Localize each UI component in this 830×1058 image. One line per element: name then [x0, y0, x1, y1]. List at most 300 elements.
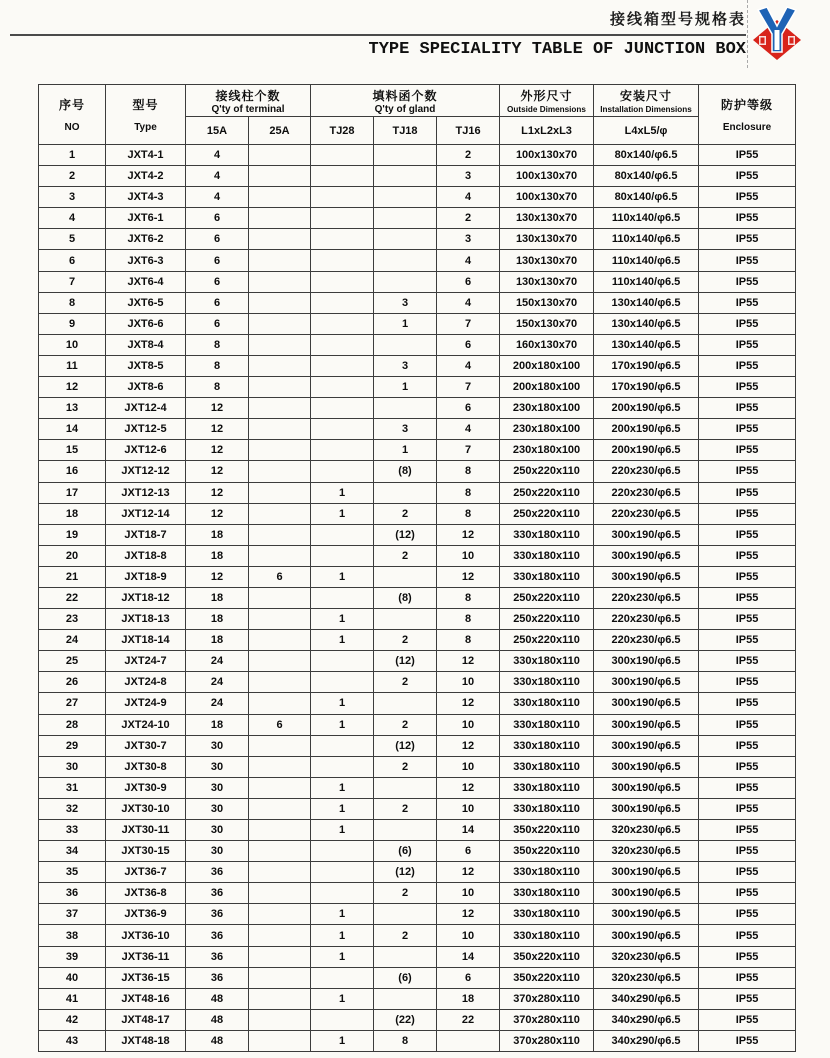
cell-install-dim: 300x190/φ6.5: [594, 545, 699, 566]
cell-outside-dim: 200x180x100: [500, 355, 594, 376]
company-logo-icon: [751, 6, 803, 64]
cell-15a: 36: [186, 904, 249, 925]
cell-tj16: 12: [437, 777, 500, 798]
cell-enclosure: IP55: [699, 1009, 796, 1030]
col-header-type-en: Type: [134, 122, 157, 133]
cell-enclosure: IP55: [699, 904, 796, 925]
table-row: [39, 820, 796, 841]
cell-tj16: 7: [437, 377, 500, 398]
install-en: Installation Dimensions: [600, 104, 692, 114]
cell-tj18: (22): [374, 1009, 437, 1030]
table-row: [39, 988, 796, 1009]
cell-tj18: [374, 166, 437, 187]
cell-enclosure: IP55: [699, 841, 796, 862]
cell-install-dim: 220x230/φ6.5: [594, 630, 699, 651]
cell-tj18: 2: [374, 756, 437, 777]
header: [10, 8, 746, 59]
table-row: [39, 334, 796, 355]
cell-type: JXT12-5: [106, 419, 186, 440]
cell-install-dim: 300x190/φ6.5: [594, 883, 699, 904]
cell-tj28: [311, 145, 374, 166]
cell-25a: [249, 798, 311, 819]
cell-tj28: 1: [311, 609, 374, 630]
cell-15a: 12: [186, 398, 249, 419]
cell-no: 23: [39, 609, 106, 630]
table-row: [39, 566, 796, 587]
cell-no: 17: [39, 482, 106, 503]
cell-tj18: [374, 398, 437, 419]
col-header-tj16: TJ16: [437, 117, 500, 145]
cell-outside-dim: 250x220x110: [500, 609, 594, 630]
cell-25a: [249, 756, 311, 777]
cell-no: 3: [39, 187, 106, 208]
cell-tj18: [374, 334, 437, 355]
cell-tj16: 12: [437, 524, 500, 545]
cell-15a: 36: [186, 967, 249, 988]
outside-cn: 外形尺寸: [520, 89, 573, 103]
cell-enclosure: IP55: [699, 271, 796, 292]
table-row: [39, 313, 796, 334]
table-row: [39, 208, 796, 229]
table-row: [39, 482, 796, 503]
cell-15a: 6: [186, 229, 249, 250]
cell-tj28: [311, 651, 374, 672]
cell-no: 32: [39, 798, 106, 819]
cell-tj28: [311, 271, 374, 292]
cell-tj18: [374, 777, 437, 798]
table-row: [39, 756, 796, 777]
cell-15a: 12: [186, 419, 249, 440]
cell-outside-dim: 330x180x110: [500, 904, 594, 925]
table-row: [39, 1009, 796, 1030]
cell-outside-dim: 330x180x110: [500, 735, 594, 756]
table-row: [39, 229, 796, 250]
cell-tj16: 8: [437, 587, 500, 608]
cell-tj18: [374, 271, 437, 292]
table-row: [39, 714, 796, 735]
cell-outside-dim: 130x130x70: [500, 271, 594, 292]
header-divider: [10, 34, 746, 36]
cell-enclosure: IP55: [699, 355, 796, 376]
cell-15a: 4: [186, 145, 249, 166]
cell-tj18: [374, 988, 437, 1009]
cell-install-dim: 320x230/φ6.5: [594, 841, 699, 862]
cell-outside-dim: 330x180x110: [500, 651, 594, 672]
cell-outside-dim: 330x180x110: [500, 883, 594, 904]
cell-15a: 36: [186, 862, 249, 883]
cell-tj18: (8): [374, 587, 437, 608]
cell-tj18: (6): [374, 967, 437, 988]
cell-25a: [249, 841, 311, 862]
terminal-group-cn: 接线柱个数: [215, 88, 281, 103]
cell-tj28: 1: [311, 925, 374, 946]
cell-enclosure: IP55: [699, 1030, 796, 1051]
cell-15a: 48: [186, 1030, 249, 1051]
cell-no: 15: [39, 440, 106, 461]
cell-15a: 30: [186, 841, 249, 862]
cell-install-dim: 110x140/φ6.5: [594, 271, 699, 292]
cell-tj28: [311, 756, 374, 777]
cell-no: 2: [39, 166, 106, 187]
cell-no: 38: [39, 925, 106, 946]
cell-install-dim: 80x140/φ6.5: [594, 187, 699, 208]
cell-enclosure: IP55: [699, 250, 796, 271]
col-header-l1l2l3: L1xL2xL3: [500, 117, 594, 145]
cell-type: JXT8-5: [106, 355, 186, 376]
cell-no: 29: [39, 735, 106, 756]
cell-type: JXT36-8: [106, 883, 186, 904]
cell-no: 21: [39, 566, 106, 587]
cell-15a: 18: [186, 587, 249, 608]
col-header-no-cn: 序号: [58, 98, 85, 112]
cell-tj18: [374, 229, 437, 250]
cell-no: 19: [39, 524, 106, 545]
cell-25a: [249, 820, 311, 841]
cell-25a: [249, 292, 311, 313]
cell-enclosure: IP55: [699, 482, 796, 503]
cell-outside-dim: 370x280x110: [500, 1009, 594, 1030]
cell-15a: 30: [186, 820, 249, 841]
cell-25a: 6: [249, 566, 311, 587]
cell-15a: 12: [186, 440, 249, 461]
cell-tj28: 1: [311, 503, 374, 524]
page-title-english: TYPE SPECIALITY TABLE OF JUNCTION BOX: [368, 40, 746, 59]
cell-tj16: 10: [437, 672, 500, 693]
cell-outside-dim: 200x180x100: [500, 377, 594, 398]
cell-type: JXT8-6: [106, 377, 186, 398]
cell-tj16: 2: [437, 145, 500, 166]
cell-15a: 36: [186, 883, 249, 904]
cell-25a: [249, 946, 311, 967]
cell-type: JXT30-10: [106, 798, 186, 819]
cell-tj16: 14: [437, 820, 500, 841]
cell-outside-dim: 370x280x110: [500, 1030, 594, 1051]
cell-15a: 18: [186, 630, 249, 651]
cell-15a: 8: [186, 377, 249, 398]
cell-type: JXT18-7: [106, 524, 186, 545]
cell-outside-dim: 370x280x110: [500, 988, 594, 1009]
cell-install-dim: 300x190/φ6.5: [594, 714, 699, 735]
cell-tj16: 8: [437, 503, 500, 524]
cell-tj28: [311, 862, 374, 883]
cell-no: 13: [39, 398, 106, 419]
cell-tj16: 10: [437, 545, 500, 566]
cell-enclosure: IP55: [699, 714, 796, 735]
cell-tj18: 2: [374, 503, 437, 524]
table-row: [39, 651, 796, 672]
table-row: [39, 925, 796, 946]
cell-no: 22: [39, 587, 106, 608]
cell-tj18: 1: [374, 313, 437, 334]
cell-tj16: 4: [437, 187, 500, 208]
cell-25a: [249, 545, 311, 566]
table-row: [39, 609, 796, 630]
cell-enclosure: IP55: [699, 651, 796, 672]
table-row: [39, 545, 796, 566]
outside-en: Outside Dimensions: [507, 104, 586, 114]
cell-outside-dim: 150x130x70: [500, 313, 594, 334]
cell-enclosure: IP55: [699, 946, 796, 967]
cell-25a: [249, 609, 311, 630]
cell-type: JXT36-15: [106, 967, 186, 988]
cell-outside-dim: 330x180x110: [500, 756, 594, 777]
cell-type: JXT18-13: [106, 609, 186, 630]
cell-tj16: 8: [437, 461, 500, 482]
cell-tj18: (12): [374, 735, 437, 756]
table-row: [39, 862, 796, 883]
cell-tj16: 3: [437, 166, 500, 187]
cell-tj18: 3: [374, 419, 437, 440]
cell-outside-dim: 250x220x110: [500, 482, 594, 503]
cell-outside-dim: 100x130x70: [500, 145, 594, 166]
cell-25a: [249, 587, 311, 608]
cell-no: 14: [39, 419, 106, 440]
cell-tj18: 2: [374, 672, 437, 693]
cell-type: JXT18-9: [106, 566, 186, 587]
junction-box-spec-table: [38, 84, 796, 1052]
cell-enclosure: IP55: [699, 693, 796, 714]
cell-install-dim: 300x190/φ6.5: [594, 862, 699, 883]
cell-tj16: 6: [437, 271, 500, 292]
cell-enclosure: IP55: [699, 313, 796, 334]
cell-tj28: [311, 883, 374, 904]
cell-tj28: [311, 440, 374, 461]
cell-tj16: 8: [437, 630, 500, 651]
table-row: [39, 440, 796, 461]
cell-enclosure: IP55: [699, 145, 796, 166]
cell-outside-dim: 250x220x110: [500, 461, 594, 482]
cell-enclosure: IP55: [699, 672, 796, 693]
cell-no: 26: [39, 672, 106, 693]
cell-type: JXT4-3: [106, 187, 186, 208]
cell-type: JXT30-8: [106, 756, 186, 777]
cell-tj16: 7: [437, 440, 500, 461]
cell-tj28: [311, 419, 374, 440]
cell-15a: 12: [186, 503, 249, 524]
table-row: [39, 630, 796, 651]
cell-install-dim: 300x190/φ6.5: [594, 524, 699, 545]
cell-25a: [249, 988, 311, 1009]
cell-25a: [249, 166, 311, 187]
cell-tj28: [311, 355, 374, 376]
col-header-terminal-group: [186, 85, 311, 117]
cell-tj16: 4: [437, 419, 500, 440]
cell-15a: 24: [186, 693, 249, 714]
cell-tj28: [311, 735, 374, 756]
table-row: [39, 166, 796, 187]
cell-enclosure: IP55: [699, 587, 796, 608]
cell-install-dim: 220x230/φ6.5: [594, 482, 699, 503]
table-row: [39, 798, 796, 819]
table-row: [39, 292, 796, 313]
cell-tj16: 12: [437, 651, 500, 672]
cell-install-dim: 110x140/φ6.5: [594, 208, 699, 229]
cell-15a: 48: [186, 988, 249, 1009]
cell-15a: 18: [186, 524, 249, 545]
cell-tj16: 12: [437, 862, 500, 883]
cell-no: 6: [39, 250, 106, 271]
table-row: [39, 145, 796, 166]
cell-25a: [249, 355, 311, 376]
table-row: [39, 271, 796, 292]
cell-tj28: 1: [311, 1030, 374, 1051]
cell-install-dim: 220x230/φ6.5: [594, 461, 699, 482]
cell-type: JXT6-4: [106, 271, 186, 292]
cell-install-dim: 300x190/φ6.5: [594, 925, 699, 946]
cell-25a: [249, 693, 311, 714]
cell-tj16: 12: [437, 566, 500, 587]
cell-tj28: 1: [311, 904, 374, 925]
cell-15a: 36: [186, 925, 249, 946]
cell-15a: 6: [186, 271, 249, 292]
cell-install-dim: 200x190/φ6.5: [594, 440, 699, 461]
cell-enclosure: IP55: [699, 925, 796, 946]
cell-enclosure: IP55: [699, 798, 796, 819]
cell-tj16: 10: [437, 883, 500, 904]
cell-tj18: [374, 145, 437, 166]
cell-enclosure: IP55: [699, 440, 796, 461]
cell-install-dim: 200x190/φ6.5: [594, 419, 699, 440]
cell-type: JXT12-13: [106, 482, 186, 503]
cell-outside-dim: 350x220x110: [500, 841, 594, 862]
cell-install-dim: 320x230/φ6.5: [594, 820, 699, 841]
cell-15a: 6: [186, 250, 249, 271]
cell-no: 5: [39, 229, 106, 250]
cell-tj16: 22: [437, 1009, 500, 1030]
cell-install-dim: 110x140/φ6.5: [594, 250, 699, 271]
cell-type: JXT6-2: [106, 229, 186, 250]
cell-outside-dim: 100x130x70: [500, 166, 594, 187]
cell-type: JXT24-8: [106, 672, 186, 693]
cell-outside-dim: 130x130x70: [500, 208, 594, 229]
col-header-gland-group: [311, 85, 500, 117]
cell-install-dim: 300x190/φ6.5: [594, 693, 699, 714]
cell-tj18: [374, 250, 437, 271]
table-row: [39, 904, 796, 925]
cell-tj16: [437, 1030, 500, 1051]
cell-type: JXT18-8: [106, 545, 186, 566]
cell-25a: [249, 419, 311, 440]
cell-install-dim: 220x230/φ6.5: [594, 609, 699, 630]
table-row: [39, 946, 796, 967]
col-header-15a: 15A: [186, 117, 249, 145]
col-header-no: [39, 85, 106, 145]
cell-25a: [249, 482, 311, 503]
cell-tj28: [311, 208, 374, 229]
cell-tj16: 3: [437, 229, 500, 250]
cell-15a: 18: [186, 545, 249, 566]
cell-tj16: 6: [437, 967, 500, 988]
cell-install-dim: 80x140/φ6.5: [594, 145, 699, 166]
table-row: [39, 587, 796, 608]
cell-outside-dim: 160x130x70: [500, 334, 594, 355]
cell-enclosure: IP55: [699, 524, 796, 545]
cell-install-dim: 340x290/φ6.5: [594, 1030, 699, 1051]
cell-15a: 30: [186, 735, 249, 756]
cell-15a: 8: [186, 355, 249, 376]
col-header-outside: [500, 85, 594, 117]
cell-tj28: 1: [311, 820, 374, 841]
cell-tj18: 1: [374, 440, 437, 461]
cell-install-dim: 300x190/φ6.5: [594, 777, 699, 798]
cell-15a: 30: [186, 756, 249, 777]
enclosure-en: Enclosure: [722, 122, 772, 133]
cell-enclosure: IP55: [699, 862, 796, 883]
cell-outside-dim: 350x220x110: [500, 967, 594, 988]
cell-install-dim: 220x230/φ6.5: [594, 587, 699, 608]
cell-tj28: [311, 587, 374, 608]
cell-no: 1: [39, 145, 106, 166]
cell-install-dim: 300x190/φ6.5: [594, 672, 699, 693]
cell-type: JXT48-18: [106, 1030, 186, 1051]
cell-outside-dim: 330x180x110: [500, 925, 594, 946]
cell-25a: [249, 208, 311, 229]
cell-enclosure: IP55: [699, 545, 796, 566]
cell-type: JXT6-3: [106, 250, 186, 271]
cell-25a: [249, 524, 311, 545]
table-row: [39, 503, 796, 524]
cell-25a: 6: [249, 714, 311, 735]
cell-25a: [249, 334, 311, 355]
cell-15a: 18: [186, 609, 249, 630]
cell-type: JXT30-11: [106, 820, 186, 841]
cell-15a: 6: [186, 292, 249, 313]
col-header-enclosure: [699, 85, 796, 145]
cell-tj28: 1: [311, 630, 374, 651]
cell-15a: 4: [186, 187, 249, 208]
cell-25a: [249, 398, 311, 419]
col-header-tj28: TJ28: [311, 117, 374, 145]
cell-25a: [249, 229, 311, 250]
table-row: [39, 777, 796, 798]
cell-tj28: 1: [311, 566, 374, 587]
cell-install-dim: 130x140/φ6.5: [594, 334, 699, 355]
cell-25a: [249, 503, 311, 524]
cell-25a: [249, 313, 311, 334]
cell-outside-dim: 250x220x110: [500, 587, 594, 608]
cell-enclosure: IP55: [699, 967, 796, 988]
cell-enclosure: IP55: [699, 398, 796, 419]
cell-outside-dim: 330x180x110: [500, 545, 594, 566]
cell-outside-dim: 330x180x110: [500, 862, 594, 883]
cell-enclosure: IP55: [699, 229, 796, 250]
cell-25a: [249, 440, 311, 461]
table-row: [39, 883, 796, 904]
page-title-chinese: 接线箱型号规格表: [609, 11, 746, 28]
cell-no: 39: [39, 946, 106, 967]
cell-install-dim: 320x230/φ6.5: [594, 967, 699, 988]
terminal-group-en: Q'ty of terminal: [211, 103, 285, 115]
cell-no: 28: [39, 714, 106, 735]
col-header-25a: 25A: [249, 117, 311, 145]
cell-install-dim: 340x290/φ6.5: [594, 988, 699, 1009]
table-row: [39, 355, 796, 376]
cell-enclosure: IP55: [699, 166, 796, 187]
cell-install-dim: 300x190/φ6.5: [594, 904, 699, 925]
cell-tj18: 2: [374, 630, 437, 651]
enclosure-cn: 防护等级: [721, 98, 774, 112]
cell-tj28: [311, 229, 374, 250]
cell-tj28: 1: [311, 777, 374, 798]
cell-tj16: 4: [437, 355, 500, 376]
cell-tj28: [311, 250, 374, 271]
col-header-install: [594, 85, 699, 117]
cell-enclosure: IP55: [699, 756, 796, 777]
cell-install-dim: 320x230/φ6.5: [594, 946, 699, 967]
col-header-no-en: NO: [64, 122, 80, 133]
cell-tj16: 12: [437, 904, 500, 925]
cell-15a: 24: [186, 672, 249, 693]
